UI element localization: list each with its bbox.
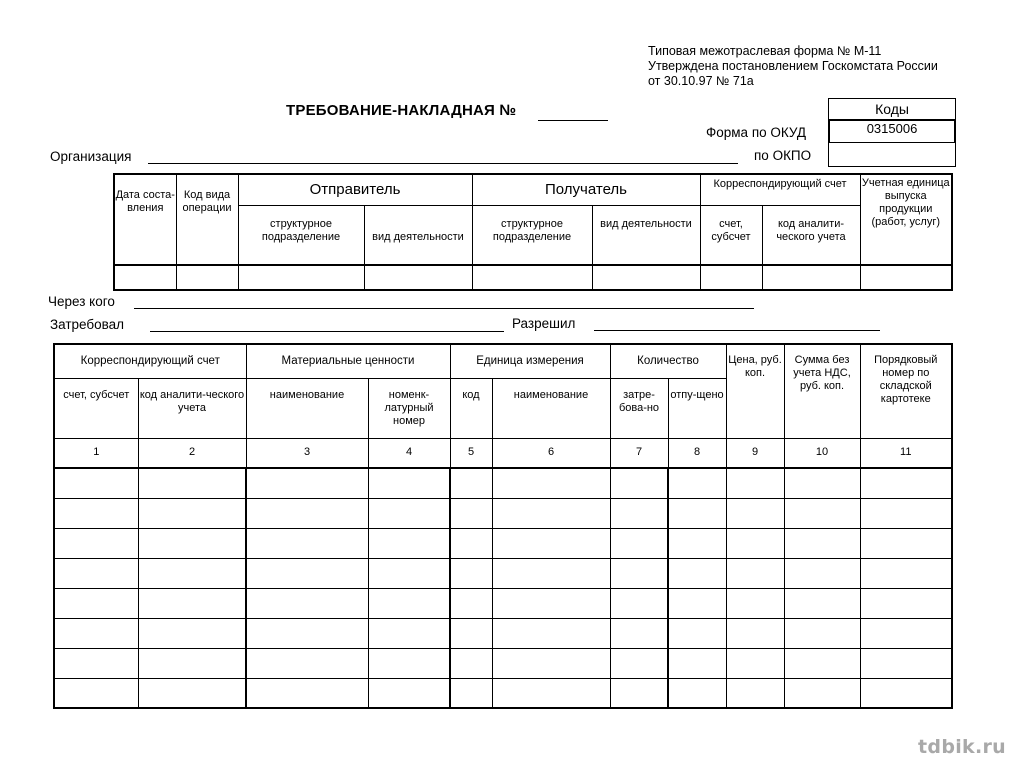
through-field[interactable]: [134, 308, 754, 309]
through-label: Через кого: [48, 294, 115, 309]
document-title: ТРЕБОВАНИЕ-НАКЛАДНАЯ №: [286, 102, 517, 119]
items-table: [53, 343, 953, 709]
sender-activity-cell[interactable]: [364, 265, 472, 290]
item-cell[interactable]: [368, 618, 450, 648]
account-sub-header: счет, субсчет: [700, 205, 762, 265]
item-cell[interactable]: [368, 498, 450, 528]
date-cell[interactable]: [114, 265, 176, 290]
col-number: 9: [726, 438, 784, 468]
item-cell[interactable]: [492, 648, 610, 678]
item-cell[interactable]: [726, 498, 784, 528]
unit-header: Учетная единица выпуска продукции (работ, услуг): [860, 174, 952, 265]
item-cell[interactable]: [368, 528, 450, 558]
item-cell[interactable]: [54, 618, 138, 648]
okpo-value[interactable]: [829, 143, 955, 164]
item-cell[interactable]: [668, 618, 726, 648]
item-cell[interactable]: [368, 468, 450, 498]
corr-account-group: Корреспондирующий счет: [54, 344, 246, 378]
col-number: 4: [368, 438, 450, 468]
item-cell[interactable]: [492, 498, 610, 528]
item-cell[interactable]: [246, 588, 368, 618]
approval-date-line: от 30.10.97 № 71а: [648, 74, 754, 88]
item-cell[interactable]: [492, 588, 610, 618]
item-cell[interactable]: [54, 468, 138, 498]
op-code-header: Код вида операции: [176, 174, 238, 265]
item-cell[interactable]: [492, 678, 610, 708]
table-row: [54, 648, 952, 678]
item-cell[interactable]: [450, 558, 492, 588]
item-cell[interactable]: [246, 678, 368, 708]
item-cell[interactable]: [784, 558, 860, 588]
item-cell[interactable]: [54, 498, 138, 528]
table-row: [54, 618, 952, 648]
receiver-header: Получатель: [472, 174, 700, 205]
item-rows: [54, 468, 952, 708]
col-number: 3: [246, 438, 368, 468]
quantity-group: Количество: [610, 344, 726, 378]
name-header: наименование: [246, 378, 368, 438]
item-cell[interactable]: [726, 648, 784, 678]
item-cell[interactable]: [784, 588, 860, 618]
okud-label: Форма по ОКУД: [706, 125, 807, 140]
account-sub-cell[interactable]: [700, 265, 762, 290]
form-type-line: Типовая межотраслевая форма № М-11: [648, 44, 882, 58]
item-cell[interactable]: [450, 648, 492, 678]
unit-group: Единица измерения: [450, 344, 610, 378]
item-cell[interactable]: [138, 678, 246, 708]
col-number: 8: [668, 438, 726, 468]
sender-struct-cell[interactable]: [238, 265, 364, 290]
col-number: 10: [784, 438, 860, 468]
item-cell[interactable]: [726, 678, 784, 708]
corr-account-header: Корреспондирующий счет: [700, 174, 860, 205]
receiver-struct-cell[interactable]: [472, 265, 592, 290]
item-cell[interactable]: [726, 528, 784, 558]
item-cell[interactable]: [450, 618, 492, 648]
document-number-field[interactable]: [538, 120, 608, 121]
item-cell[interactable]: [138, 648, 246, 678]
item-cell[interactable]: [246, 528, 368, 558]
item-cell[interactable]: [492, 528, 610, 558]
item-cell[interactable]: [246, 558, 368, 588]
item-cell[interactable]: [450, 528, 492, 558]
item-cell[interactable]: [726, 618, 784, 648]
item-cell[interactable]: [54, 678, 138, 708]
item-cell[interactable]: [368, 648, 450, 678]
receiver-struct-header: структурное подразделение: [472, 205, 592, 265]
col-number: 6: [492, 438, 610, 468]
item-cell[interactable]: [610, 648, 668, 678]
item-cell[interactable]: [784, 618, 860, 648]
item-cell[interactable]: [610, 588, 668, 618]
item-cell[interactable]: [138, 618, 246, 648]
analytic-code-header: код аналити-ческого учета: [138, 378, 246, 438]
item-cell[interactable]: [492, 618, 610, 648]
item-cell[interactable]: [668, 498, 726, 528]
account-sub-header: счет, субсчет: [54, 378, 138, 438]
item-cell[interactable]: [668, 678, 726, 708]
col-number: 11: [860, 438, 952, 468]
item-cell[interactable]: [54, 528, 138, 558]
codes-box: [828, 98, 956, 167]
op-code-cell[interactable]: [176, 265, 238, 290]
item-cell[interactable]: [860, 648, 952, 678]
item-cell[interactable]: [450, 468, 492, 498]
col-number: 5: [450, 438, 492, 468]
sum-header: Сумма без учета НДС, руб. коп.: [784, 344, 860, 438]
codes-header: Коды: [829, 101, 955, 120]
item-cell[interactable]: [450, 678, 492, 708]
okpo-label: по ОКПО: [754, 148, 812, 163]
item-cell[interactable]: [860, 618, 952, 648]
col-number: 1: [54, 438, 138, 468]
analytic-code-header: код аналити-ческого учета: [762, 205, 860, 265]
item-cell[interactable]: [726, 468, 784, 498]
item-cell[interactable]: [138, 558, 246, 588]
allowed-label: Разрешил: [512, 316, 576, 331]
card-no-header: Порядковый номер по складской картотеке: [860, 344, 952, 438]
item-cell[interactable]: [368, 678, 450, 708]
item-cell[interactable]: [368, 588, 450, 618]
item-cell[interactable]: [860, 528, 952, 558]
table-row: [54, 498, 952, 528]
item-cell[interactable]: [610, 528, 668, 558]
allowed-field[interactable]: [594, 330, 880, 331]
table-row: [54, 588, 952, 618]
item-cell[interactable]: [138, 498, 246, 528]
sender-activity-header: вид деятельности: [364, 205, 472, 265]
item-cell[interactable]: [610, 468, 668, 498]
date-header: Дата соста-вления: [114, 174, 176, 265]
item-cell[interactable]: [246, 648, 368, 678]
item-cell[interactable]: [668, 528, 726, 558]
receiver-activity-cell[interactable]: [592, 265, 700, 290]
item-cell[interactable]: [860, 588, 952, 618]
item-cell[interactable]: [138, 528, 246, 558]
item-cell[interactable]: [246, 618, 368, 648]
item-cell[interactable]: [860, 468, 952, 498]
table-row: [54, 558, 952, 588]
item-cell[interactable]: [726, 588, 784, 618]
table-row: [54, 468, 952, 498]
unit-name-header: наименование: [492, 378, 610, 438]
unit-cell[interactable]: [860, 265, 952, 290]
item-cell[interactable]: [784, 648, 860, 678]
item-cell[interactable]: [668, 648, 726, 678]
col-number: 7: [610, 438, 668, 468]
item-cell[interactable]: [54, 648, 138, 678]
requested-label: Затребовал: [50, 317, 125, 332]
sender-struct-header: структурное подразделение: [238, 205, 364, 265]
item-cell[interactable]: [784, 468, 860, 498]
item-cell[interactable]: [368, 558, 450, 588]
okud-value[interactable]: 0315006: [828, 120, 956, 143]
receiver-activity-header: вид деятельности: [592, 205, 700, 265]
table-row: [54, 528, 952, 558]
requested-field[interactable]: [150, 331, 504, 332]
materials-group: Материальные ценности: [246, 344, 450, 378]
item-cell[interactable]: [246, 498, 368, 528]
item-cell[interactable]: [726, 558, 784, 588]
price-header: Цена, руб. коп.: [726, 344, 784, 438]
item-cell[interactable]: [610, 498, 668, 528]
unit-code-header: код: [450, 378, 492, 438]
item-cell[interactable]: [784, 528, 860, 558]
item-cell[interactable]: [784, 678, 860, 708]
item-cell[interactable]: [860, 558, 952, 588]
header-table: [113, 173, 953, 291]
item-cell[interactable]: [54, 558, 138, 588]
item-cell[interactable]: [450, 588, 492, 618]
watermark: tdbik.ru: [918, 736, 1006, 758]
item-cell[interactable]: [246, 468, 368, 498]
item-cell[interactable]: [54, 588, 138, 618]
item-cell[interactable]: [138, 468, 246, 498]
sender-header: Отправитель: [238, 174, 472, 205]
item-cell[interactable]: [138, 588, 246, 618]
item-cell[interactable]: [668, 558, 726, 588]
item-cell[interactable]: [860, 678, 952, 708]
item-cell[interactable]: [492, 558, 610, 588]
organization-field[interactable]: [148, 163, 738, 164]
item-cell[interactable]: [492, 468, 610, 498]
issued-header: отпу-щено: [668, 378, 726, 438]
item-cell[interactable]: [610, 678, 668, 708]
nomenclature-header: номенк-латурный номер: [368, 378, 450, 438]
item-cell[interactable]: [668, 588, 726, 618]
item-cell[interactable]: [860, 498, 952, 528]
approval-line: Утверждена постановлением Госкомстата России: [648, 59, 938, 73]
analytic-code-cell[interactable]: [762, 265, 860, 290]
item-cell[interactable]: [784, 498, 860, 528]
item-cell[interactable]: [668, 468, 726, 498]
table-row: [54, 678, 952, 708]
item-cell[interactable]: [610, 558, 668, 588]
col-number: 2: [138, 438, 246, 468]
requested-header: затре-бова-но: [610, 378, 668, 438]
item-cell[interactable]: [450, 498, 492, 528]
organization-label: Организация: [50, 149, 132, 164]
item-cell[interactable]: [610, 618, 668, 648]
